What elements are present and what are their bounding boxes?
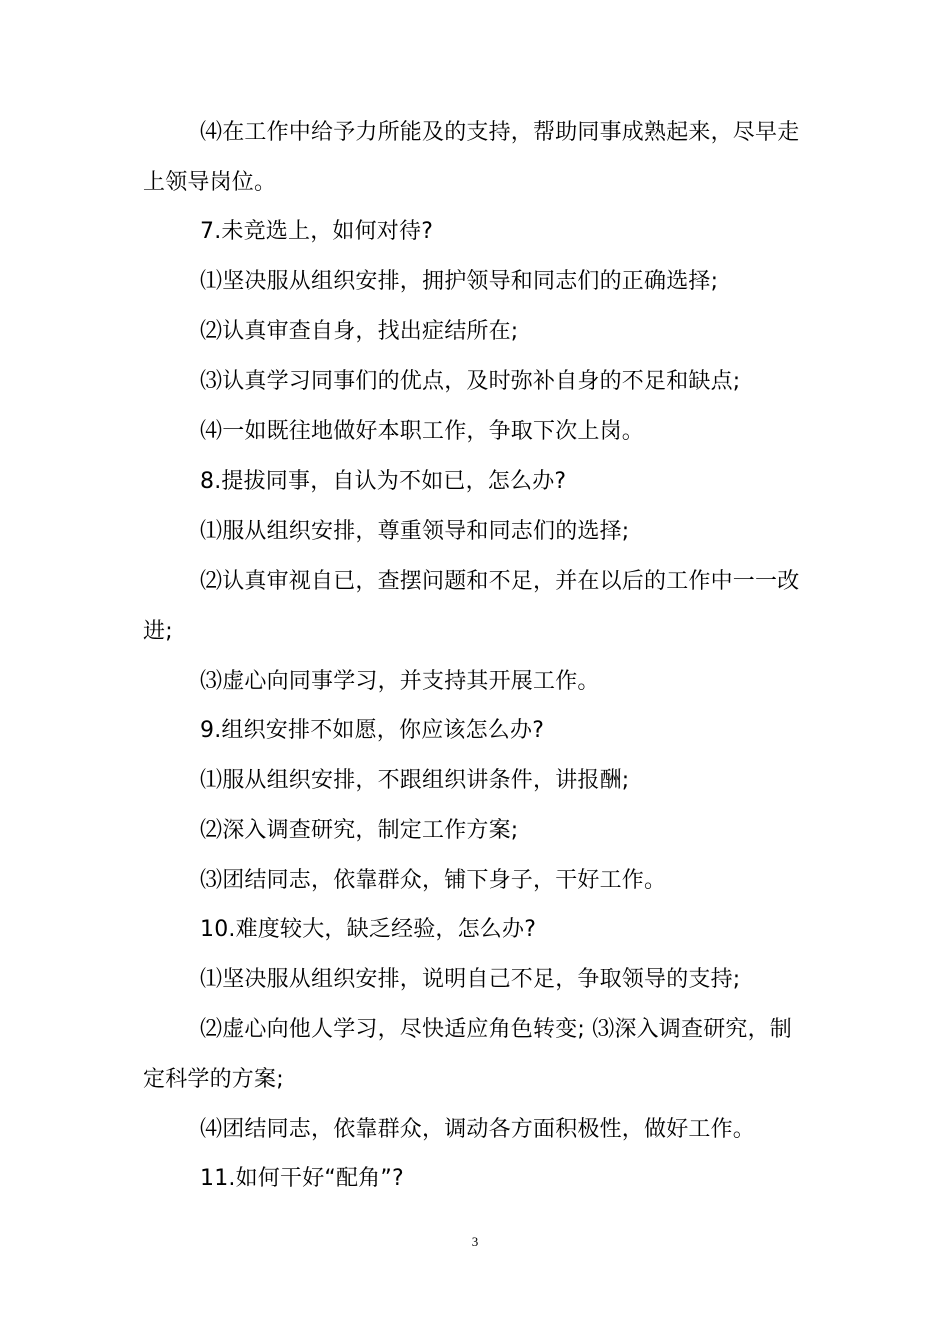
paragraph-line: ⑴服从组织安排，尊重领导和同志们的选择; [200,519,630,544]
page-number: 3 [471,1234,479,1249]
paragraph-line: ⑴坚决服从组织安排，说明自己不足，争取领导的支持; [200,967,741,992]
question-heading: 8.提拔同事，自认为不如已，怎么办? [200,469,567,494]
question-heading: 10.难度较大，缺乏经验，怎么办? [200,917,537,942]
paragraph-line: ⑴服从组织安排，不跟组织讲条件，讲报酬; [200,768,630,793]
paragraph-line: ⑶虚心向同事学习，并支持其开展工作。 [200,669,600,694]
question-heading: 7.未竞选上，如何对待? [200,219,434,244]
paragraph-line: 进; [143,619,173,644]
paragraph-line: ⑷在工作中给予力所能及的支持，帮助同事成熟起来，尽早走 [200,120,800,145]
paragraph-line: 定科学的方案; [143,1067,284,1092]
paragraph-line: ⑵认真审视自已，查摆问题和不足，并在以后的工作中一一改 [200,569,800,594]
paragraph-line: ⑵深入调查研究，制定工作方案; [200,818,519,843]
paragraph-line: ⑴坚决服从组织安排，拥护领导和同志们的正确选择; [200,269,719,294]
paragraph-line: ⑵认真审查自身，找出症结所在; [200,319,519,344]
question-heading: 11.如何干好“配角”? [200,1166,404,1191]
paragraph-line: ⑶团结同志，依靠群众，铺下身子，干好工作。 [200,868,667,893]
paragraph-line: ⑶认真学习同事们的优点，及时弥补自身的不足和缺点; [200,369,741,394]
paragraph-line: ⑵虚心向他人学习，尽快适应角色转变; ⑶深入调查研究，制 [200,1017,793,1042]
paragraph-line: ⑷团结同志，依靠群众，调动各方面积极性，做好工作。 [200,1117,756,1142]
paragraph-line: 上领导岗位。 [143,170,277,195]
paragraph-line: ⑷一如既往地做好本职工作，争取下次上岗。 [200,419,645,444]
question-heading: 9.组织安排不如愿，你应该怎么办? [200,718,545,743]
